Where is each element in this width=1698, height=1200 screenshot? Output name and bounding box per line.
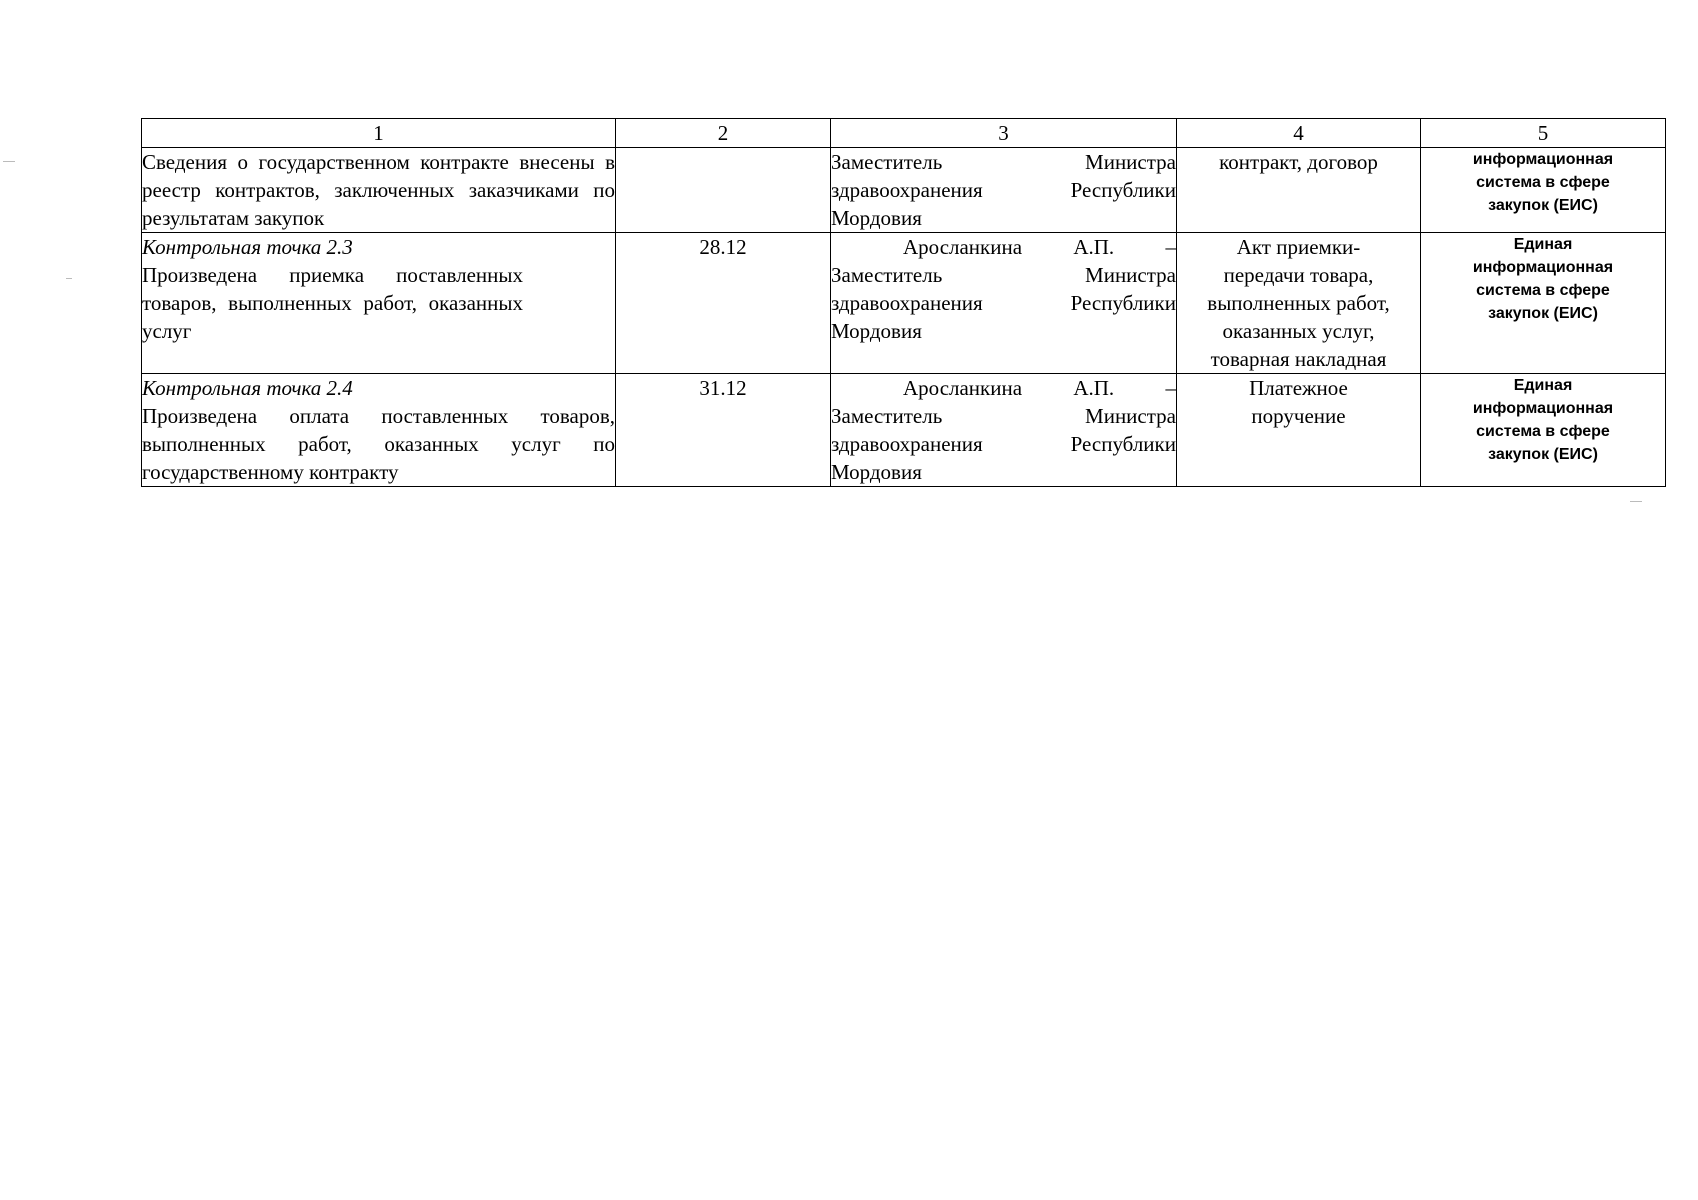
responsible-line: Мордовия	[831, 319, 922, 343]
control-point-title: Контрольная точка 2.3	[142, 235, 353, 259]
event-description: Произведена оплата поставленных товаров, выполненных работ, оказанных услуг по государственному контракту	[142, 404, 615, 484]
responsible-cell	[831, 148, 1177, 233]
responsible-line: Аросланкина А.П. –	[903, 235, 1176, 259]
table-row	[142, 374, 1666, 487]
info-system-line: закупок (ЕИС)	[1488, 446, 1598, 463]
info-system-line: закупок (ЕИС)	[1488, 197, 1598, 214]
info-system-line: информационная	[1472, 400, 1614, 417]
table-row	[142, 148, 1666, 233]
deadline-cell: 31.12	[616, 374, 831, 487]
document-type-cell: контракт, договор	[1177, 148, 1421, 233]
deadline-cell: 28.12	[616, 233, 831, 374]
responsible-line: Мордовия	[831, 206, 922, 230]
event-description: Произведена приемка поставленных товаров, выполненных работ, оказанных услуг	[142, 263, 523, 343]
info-system-cell	[1421, 148, 1666, 233]
deadline-cell	[616, 148, 831, 233]
document-type-line: товарная накладная	[1210, 347, 1387, 371]
column-header: 3	[831, 119, 1177, 148]
document-type-line: передачи товара,	[1223, 263, 1374, 287]
scan-artifact	[66, 278, 72, 279]
responsible-line: здравоохранения Республики	[831, 432, 1176, 456]
event-description: Сведения о государственном контракте внесены в реестр контрактов, заключенных заказчиками по результатам закупок	[142, 150, 615, 230]
info-system-line: информационная	[1472, 151, 1614, 168]
info-system-line: закупок (ЕИС)	[1488, 305, 1598, 322]
document-type-line: выполненных работ,	[1207, 291, 1390, 315]
info-system-line: Единая	[1513, 236, 1573, 253]
table-row	[142, 233, 1666, 374]
info-system-line: система в сфере	[1476, 174, 1610, 191]
info-system-cell	[1421, 374, 1666, 487]
control-points-table	[141, 118, 1666, 487]
control-point-title: Контрольная точка 2.4	[142, 376, 353, 400]
responsible-line: здравоохранения Республики	[831, 178, 1176, 202]
scan-artifact	[3, 161, 15, 162]
scan-artifact	[1630, 501, 1642, 502]
responsible-line: здравоохранения Республики	[831, 291, 1176, 315]
responsible-line: Заместитель Министра	[831, 263, 1176, 287]
info-system-line: система в сфере	[1476, 423, 1610, 440]
event-cell	[142, 374, 616, 487]
responsible-cell	[831, 374, 1177, 487]
info-system-line: система в сфере	[1476, 282, 1610, 299]
column-header: 1	[142, 119, 616, 148]
event-cell	[142, 148, 616, 233]
responsible-cell	[831, 233, 1177, 374]
info-system-line: информационная	[1472, 259, 1614, 276]
column-header: 5	[1421, 119, 1666, 148]
column-header: 4	[1177, 119, 1421, 148]
document-type-line: оказанных услуг,	[1222, 319, 1375, 343]
info-system-cell	[1421, 233, 1666, 374]
responsible-line: Заместитель Министра	[831, 404, 1176, 428]
info-system-line: Единая	[1513, 377, 1573, 394]
document-type-cell	[1177, 374, 1421, 487]
responsible-line: Аросланкина А.П. –	[903, 376, 1176, 400]
responsible-line: Заместитель Министра	[831, 150, 1176, 174]
document-type-cell	[1177, 233, 1421, 374]
document-type-line: Платежное	[1249, 376, 1348, 400]
document-type-line: Акт приемки-	[1236, 235, 1361, 259]
column-header: 2	[616, 119, 831, 148]
document-type-line: поручение	[1251, 404, 1346, 428]
table-header-row	[142, 119, 1666, 148]
event-cell	[142, 233, 616, 374]
responsible-line: Мордовия	[831, 460, 922, 484]
